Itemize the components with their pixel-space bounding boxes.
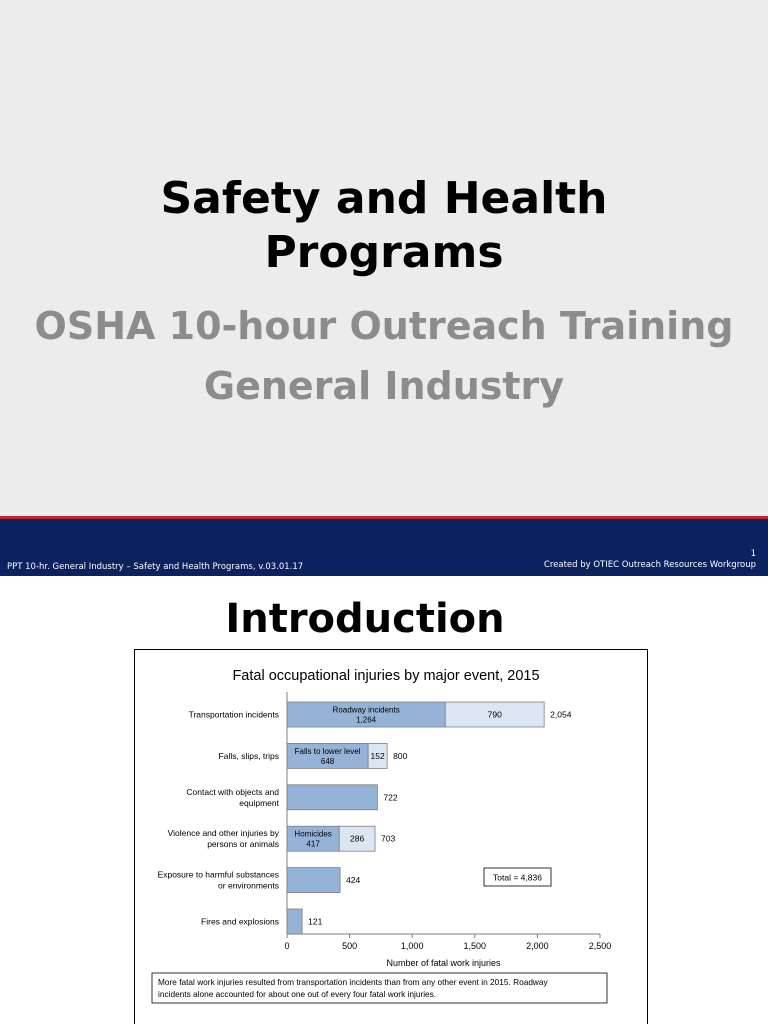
category-label: Violence and other injuries by xyxy=(167,828,279,839)
category-label: Contact with objects and xyxy=(186,786,279,797)
bar-segment xyxy=(287,868,340,893)
bar-total-label: 703 xyxy=(381,833,396,844)
x-tick-label: 1,500 xyxy=(463,941,487,951)
bar-segment xyxy=(287,785,377,810)
chart-title: Fatal occupational injuries by major event, 2015 xyxy=(232,668,540,684)
slide-footer xyxy=(0,516,768,576)
bar-total-label: 722 xyxy=(383,792,398,803)
segment-label: 417 xyxy=(306,839,320,849)
segment-label: 790 xyxy=(487,709,502,720)
total-label: Total = 4,836 xyxy=(493,872,542,883)
segment-label: Falls to lower level xyxy=(294,746,361,756)
chart-frame xyxy=(134,649,648,1024)
slide-title-line-1: Safety and Health xyxy=(160,173,608,224)
x-tick-label: 0 xyxy=(284,941,290,951)
segment-label: 648 xyxy=(320,756,335,766)
bar-total-label: 800 xyxy=(393,750,408,761)
segment-label: 286 xyxy=(350,833,365,844)
segment-label: Homicides xyxy=(294,829,332,839)
slide-subtitle xyxy=(0,296,768,416)
bar-total-label: 424 xyxy=(346,875,361,886)
x-tick-label: 1,000 xyxy=(400,941,424,951)
footer-course-info: PPT 10-hr. General Industry – Safety and Health Programs, v.03.01.17 xyxy=(7,562,304,572)
category-label: persons or animals xyxy=(207,839,279,850)
slide-title xyxy=(0,172,768,280)
x-tick-label: 2,500 xyxy=(588,941,612,951)
slide-number: 1 xyxy=(750,549,756,559)
footer-credit: Created by OTIEC Outreach Resources Workgroup xyxy=(543,560,756,570)
bar-total-label: 2,054 xyxy=(550,709,572,720)
slide-subtitle-line-2: General Industry xyxy=(203,364,565,408)
fatal-injuries-chart xyxy=(135,650,649,1024)
bar-total-label: 121 xyxy=(308,916,323,927)
x-tick-label: 2,000 xyxy=(526,941,549,951)
category-label: Falls, slips, trips xyxy=(218,750,279,761)
footer-right xyxy=(544,549,756,571)
segment-label: 152 xyxy=(370,750,385,761)
introduction-title: Introduction xyxy=(225,596,505,642)
slide-subtitle-line-1: OSHA 10-hour Outreach Training xyxy=(34,304,734,348)
category-label: or environments xyxy=(218,880,279,891)
segment-label: Roadway incidents xyxy=(332,705,400,715)
slide-title-line-2: Programs xyxy=(264,227,504,278)
note-line-1: More fatal work injuries resulted from transportation incidents than from any other event in 2015. Roadway xyxy=(158,977,548,987)
x-tick-label: 500 xyxy=(342,941,358,951)
bar-segment xyxy=(287,909,302,934)
category-label: Exposure to harmful substances xyxy=(157,869,279,880)
category-label: equipment xyxy=(239,797,279,808)
introduction-slide xyxy=(0,576,768,1024)
segment-label: 1,264 xyxy=(356,715,377,725)
category-label: Fires and explosions xyxy=(201,916,279,927)
x-axis-label: Number of fatal work injuries xyxy=(386,958,501,968)
category-label: Transportation incidents xyxy=(188,709,279,720)
note-line-2: incidents alone accounted for about one out of every four fatal work injuries. xyxy=(158,989,437,999)
